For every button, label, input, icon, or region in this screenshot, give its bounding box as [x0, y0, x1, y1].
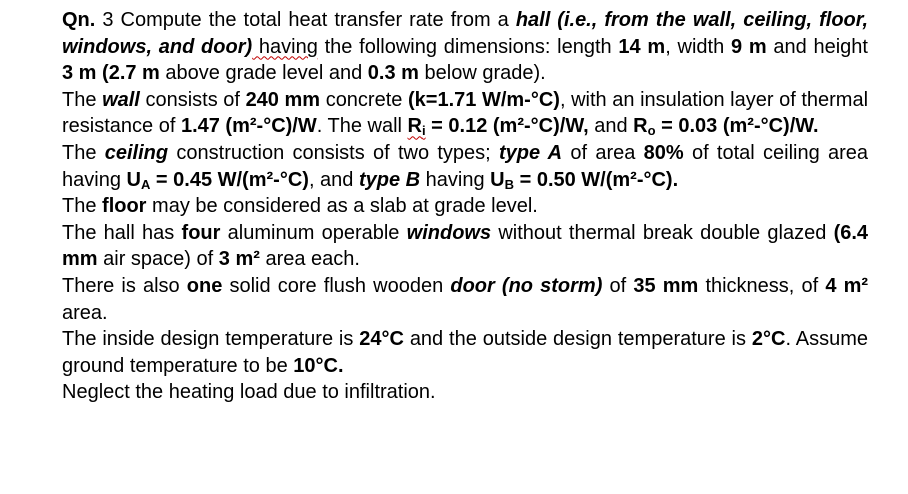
inside-film-resistance: $R_i = 0.12$ (m²-°C)/W, [407, 115, 589, 139]
height-above-grade: (2.7 m [102, 62, 160, 85]
infiltration-paragraph [62, 379, 868, 406]
wall-paragraph [62, 87, 868, 140]
intro-prefix: Compute the total heat transfer rate from a [120, 9, 509, 31]
door-text-2: solid core flush wooden [229, 274, 444, 297]
outside-film-resistance: $R_o = 0.03$ (m²-°C)/W. [633, 115, 819, 139]
temp-text-1: The inside design temperature is [62, 328, 354, 351]
ceiling-u-a: $U_A = 0.45$ W/(m²-°C) [126, 168, 309, 192]
ceiling-paragraph [62, 140, 868, 193]
door-text-1: There is also [62, 274, 180, 297]
floor-text: may be considered as a slab at grade level. [152, 195, 538, 218]
ceiling-text-5: having [425, 168, 485, 191]
hall-length: 14 m [618, 35, 666, 58]
insulation-resistance: 1.47 (m²-°C)/W [180, 115, 317, 138]
wall-material: concrete [325, 88, 403, 111]
wall-thickness: 240 mm [245, 88, 321, 111]
floor-the: The [62, 195, 97, 218]
door-text-4: thickness, of [705, 274, 819, 297]
windows-word: windows [406, 221, 492, 244]
wall-conductivity: (k=1.71 W/m-°C) [408, 88, 560, 111]
question-number: 3 [102, 9, 114, 31]
width-label: width [677, 35, 725, 58]
height-below-grade: 0.3 m [367, 62, 419, 85]
temp-text-2: and the outside design temperature is [409, 328, 746, 351]
question-intro-paragraph: Qn. 3 Compute the total heat transfer rate from a hall (i.e., from the wall, ceiling, floor, windows, and door) having the following dimensions: length 14 m, width 9 m and height 3 m (2.7 m above grade level and 0.3 m below grade). [62, 9, 869, 85]
door-paragraph [62, 273, 868, 326]
door-area: 4 m² [825, 274, 869, 297]
ceiling-text-2: of area [570, 141, 636, 164]
infiltration-text: Neglect the heating load due to infiltration. [62, 381, 436, 404]
question-label: Qn. [62, 9, 96, 31]
windows-text-3: without thermal break double glazed [498, 221, 827, 244]
height-above-text: above grade level and [165, 62, 363, 85]
ceiling-type-a: type A [499, 141, 563, 164]
temp-text-3: . Assume ground temperature to be [62, 328, 869, 377]
intro-suffix: the following dimensions: length [324, 35, 612, 58]
ceiling-type-b: type B [358, 168, 421, 191]
door-count: one [186, 274, 223, 297]
door-thickness: 35 mm [633, 274, 699, 297]
wall-ro-text: and [594, 115, 628, 138]
wall-consists: consists of [145, 88, 240, 111]
hall-width: 9 m [730, 35, 767, 58]
ceiling-text-4: , and [308, 168, 354, 191]
ceiling-text-1: construction consists of two types; [176, 141, 491, 164]
ceiling-u-b: $U_B = 0.50$ W/(m²-°C). [490, 168, 679, 192]
ceiling-text-3: of total ceiling area having [62, 141, 869, 191]
windows-paragraph [62, 220, 868, 273]
windows-text-1: The hall has [62, 221, 175, 244]
wall-insulation-text: , with an insulation layer of thermal resistance of [62, 88, 869, 138]
door-text-5: area. [62, 301, 108, 324]
wall-ri-text: . The wall [316, 115, 402, 138]
wall-the: The [62, 88, 97, 111]
windows-count: four [181, 221, 221, 244]
ground-temperature: 10°C. [293, 354, 344, 377]
windows-air-space: (6.4 mm [62, 221, 869, 271]
floor-paragraph [62, 193, 868, 220]
height-label: and height [773, 35, 868, 58]
door-text-3: of [609, 274, 627, 297]
windows-text-4: air space) of [103, 248, 214, 271]
windows-area: 3 m² [218, 248, 260, 271]
hall-components: hall (i.e., from the wall, ceiling, floor, windows, and door) [62, 9, 869, 58]
problem-statement [62, 7, 868, 406]
having-word: having [258, 35, 318, 58]
ceiling-word: ceiling [104, 141, 169, 164]
wall-word: wall [102, 88, 140, 111]
temperatures-paragraph [62, 326, 868, 379]
ceiling-the: The [62, 141, 97, 164]
outside-temperature: 2°C [751, 328, 786, 351]
height-below-text: below grade). [424, 62, 546, 85]
windows-text-5: area each. [265, 248, 360, 271]
inside-temperature: 24°C [359, 328, 404, 351]
door-word: door (no storm) [450, 274, 603, 297]
floor-word: floor [102, 195, 147, 218]
ceiling-area-percent: 80% [643, 141, 684, 164]
windows-text-2: aluminum operable [227, 221, 400, 244]
hall-height: 3 m [62, 62, 97, 85]
